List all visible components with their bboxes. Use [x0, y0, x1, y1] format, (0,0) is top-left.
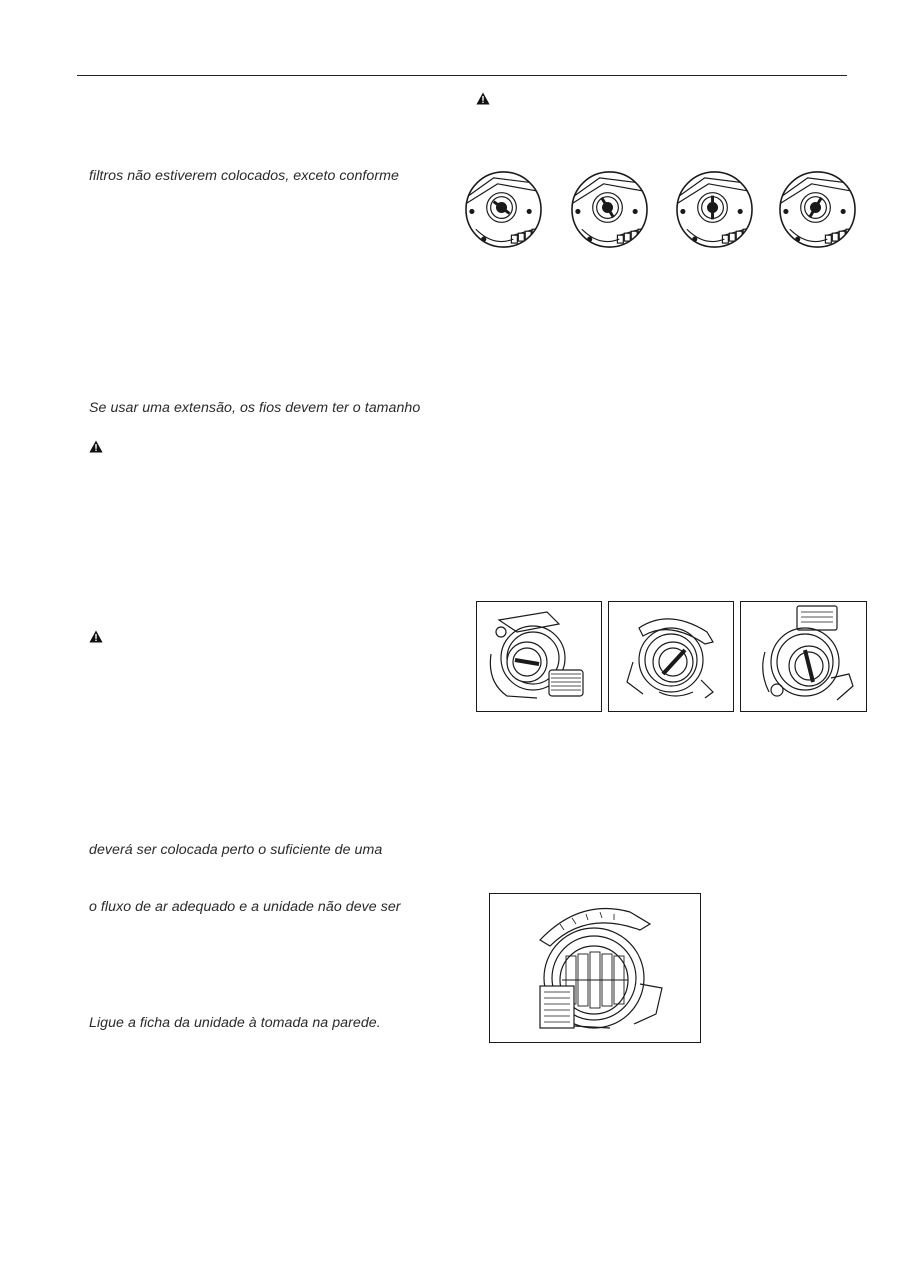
dial-position-2 [675, 170, 754, 249]
text-airflow-line: o fluxo de ar adequado e a unidade não deve ser [89, 899, 401, 915]
header-rule [77, 75, 847, 76]
dial-position-1 [570, 170, 649, 249]
dial-position-3 [778, 170, 857, 249]
warning-triangle-icon [89, 630, 103, 643]
text-placement-line: deverá ser colocada perto o suficiente de uma [89, 842, 383, 858]
dial-position-off [464, 170, 543, 249]
warning-triangle-icon [89, 440, 103, 453]
blower-tilted-position [608, 601, 734, 712]
blower-with-filter [489, 893, 701, 1043]
warning-triangle-icon [476, 92, 490, 105]
text-filters-line: filtros não estiverem colocados, exceto conforme [89, 168, 399, 184]
text-extension-line: Se usar uma extensão, os fios devem ter o tamanho [89, 400, 421, 416]
blower-floor-position [476, 601, 602, 712]
text-plug-line: Ligue a ficha da unidade à tomada na parede. [89, 1015, 381, 1031]
blower-upright-position [740, 601, 867, 712]
